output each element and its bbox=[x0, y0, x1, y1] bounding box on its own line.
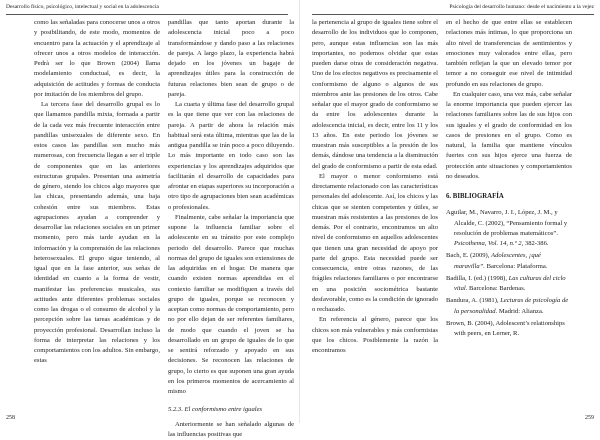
left-page-column-1 bbox=[34, 18, 160, 413]
paragraph: en el hecho de que entre ellas se establecen relaciones más íntimas, lo que proporciona un alto nivel de transferencias de sentimientos y emociones muy valorados entre ellas, pero también reflejan la que un elevado temor por temor a no conseguir ese nivel de intimidad profundo en sus relaciones de grupo. bbox=[446, 18, 572, 90]
running-header-right: Psicología del desarrollo humano: desde el nacimiento a la vejez bbox=[449, 4, 594, 10]
paragraph: En referencia al género, parece que los chicos son más vulnerables y más conformistas que los chicos. Posiblemente la razón la encontramos bbox=[312, 315, 438, 356]
bibliography-entry: Aguilar, M., Navarro, J. I., López, J. M., y Alcalde, C. (2002), “Pensamiento formal y resolución de problemas matemáticos”. Psicothema, Vol. 14, n.º 2, 382-386. bbox=[446, 208, 572, 249]
paragraph: En cualquier caso, una vez más, cabe señalar la enorme importancia que pueden ejercer las relaciones familiares sobre las de sus hijos con sus iguales y el grado de conformidad en los casos de presiones en el grupo. Como es natural, la familia que mantiene vínculos fuertes con sus hijos ejerce una fuerza de protección ante situaciones y comportamientos no deseados. bbox=[446, 90, 572, 182]
paragraph: como las señaladas para conocerse unos a otros y posibilitando, de este modo, momentos de encuentro para la actuación y el aprendizaje al ofrecer unos a otros modelos de interacción. Pedrà ser lo que Brown (2004) llama modelamiento conductual, es decir, la adquisición de actitudes y formas de conducta por imitación de los miembros del grupo. bbox=[34, 18, 160, 100]
bibliography-entry: Badilla, I. (ed.) (1998), Las culturas del ciclo vital. Barcelona: Bardenas. bbox=[446, 274, 572, 295]
page-number-left: 258 bbox=[6, 415, 15, 421]
bibliography-entry: Brown, B. (2004), Adolescent’s relationships with peers, en Lerner, R. bbox=[446, 319, 572, 340]
page-number-right: 259 bbox=[585, 415, 594, 421]
header-rule-right bbox=[312, 14, 594, 15]
subsection-heading: 5.2.3. El conformismo entre iguales bbox=[168, 405, 294, 415]
left-page-column-2 bbox=[168, 18, 294, 413]
paragraph: La cuarta y última fase del desarrollo grupal es la que tiene que ver con las relaciones de pareja. A partir de ahora la relación más habitual será esta última, mientras que las de la antigua pandilla se irán poco a poco diluyendo. Lo más importante en todo caso son las experiencias y los aprendizajes adquiridos que facilitarán el desarrollo de capacidades para afrontar en etapas superiores su incorporación a otro tipo de agrupaciones bien sean académicas o profesionales. bbox=[168, 100, 294, 213]
paragraph: la pertenencia al grupo de iguales tiene sobre el desarrollo de los individuos que lo componen, pero, aunque estas influencias son las más importantes, no podemos olvidar que estas pueden darse otras de consideración negativa. Uno de los efectos negativos es precisamente el conformismo de alguno o algunos de sus miembros ante las presiones de los otros. Cabe señalar que el mayor grado de conformismo se da entre los adolescentes durante la adolescencia inicial, es decir, entre los 11 y los 13 años. En este periodo los jóvenes se muestran más susceptibles a la presión de los demás, dándose una tendencia a la disminución del grado de conformismo a partir de esta edad. bbox=[312, 18, 438, 172]
header-rule-left bbox=[6, 14, 288, 15]
right-page bbox=[300, 0, 600, 423]
paragraph: El mayor o menor conformismo está directamente relacionado con las características personales del adolescente. Así, los chicos y las chicas que se sienten competentes y útiles, se muestran más resistentes a las presiones de los demás. Por el contrario, encontramos un alto nivel de conformismo en aquellos adolescentes que tienen una gran necesidad de apoyo por parte del grupo. Esta necesidad puede ser consecuencia, entre otras razones, de las frágiles relaciones familiares o por encontrarse en una posición sociométrica bastante desfavorable, como es la condición de ignorado o rechazado. bbox=[312, 172, 438, 316]
running-header-left: Desarrollo físico, psicológico, intelectual y social en la adolescencia bbox=[6, 4, 159, 10]
left-page bbox=[0, 0, 300, 423]
right-page-column-2 bbox=[446, 18, 572, 413]
bibliography-entry: Bach, E. (2009), Adolescentes, ¡qué maravilla”. Barcelona: Plataforma. bbox=[446, 251, 572, 272]
paragraph: La tercera fase del desarrollo grupal es lo que llamamos pandilla mixta, formada a partir de la cada vez más frecuente interacción entre pandillas unisexuales de diferente sexo. En estos casos las pandillas son mucho más numerosas, con frecuencia llegan a ser el triple de componentes que en las anteriores estructuras grupales. Presentan una asimetría de género, siendo los chicos algo mayores que las chicas, presentando además, una baja cohesión entre sus miembros. Estas agrupaciones ayudan a comprender y desarrollar las relaciones sociales en un primer momento, pero más tarde ayudan en la información y la comprensión de las relaciones heterosexuales. El grupo sigue teniendo, al igual que en la fase anterior, sus señas de identidad en cuanto a la forma de vestir, manifestar las preferencias musicales, sus actitudes ante diferentes problemas sociales como las drogas o el consumo de alcohol y la percepción sobre las tareas académicas y de proyección profesional. Desarrollan incluso la forma de interpretar las relaciones y los comportamientos con los adultos. Sin embargo, estas bbox=[34, 100, 160, 367]
right-page-column-1 bbox=[312, 18, 438, 413]
paragraph: pandillas que tanto aportan durante la adolescencia inicial poco a poco transformándose y dando paso a las relaciones de pareja. A largo plazo, la experiencia habrá dejado en los jóvenes un bagaje de aprendizajes útiles para la construcción de futuras relaciones bien sean de grupo o de pareja. bbox=[168, 18, 294, 100]
bibliography-list bbox=[446, 208, 572, 339]
paragraph: Anteriormente se han señalado algunas de las influencias positivas que bbox=[168, 420, 294, 440]
bibliography-heading: 6. BIBLIOGRAFÍA bbox=[446, 192, 572, 202]
bibliography-entry: Bandura, A. (1981), Lecturas de psicología de la personalidad. Madrid: Alianza. bbox=[446, 296, 572, 317]
paragraph: Finalmente, cabe señalar la importancia que supone la influencia familiar sobre el adolescente en su tránsito por este complejo periodo del desarrollo. Parece que muchas normas del grupo de iguales son extensiones de las adquiridas en el hogar. De manera que cuando existen normas aprendidas en el contexto familiar se modifiquen a través del grupo de iguales, porque se reconocen y aceptan como normas de comportamiento, pero no por ello dejan de ser referentes familiares, de modo que cuando el joven se ha desarrollado en un grupo de iguales de lo que se sentirá reforzado y apoyado en sus decisiones. Se reconocen las relaciones de grupo, lo cierto es que suponen una gran ayuda en los primeros momentos de acercamiento al mismo bbox=[168, 213, 294, 398]
